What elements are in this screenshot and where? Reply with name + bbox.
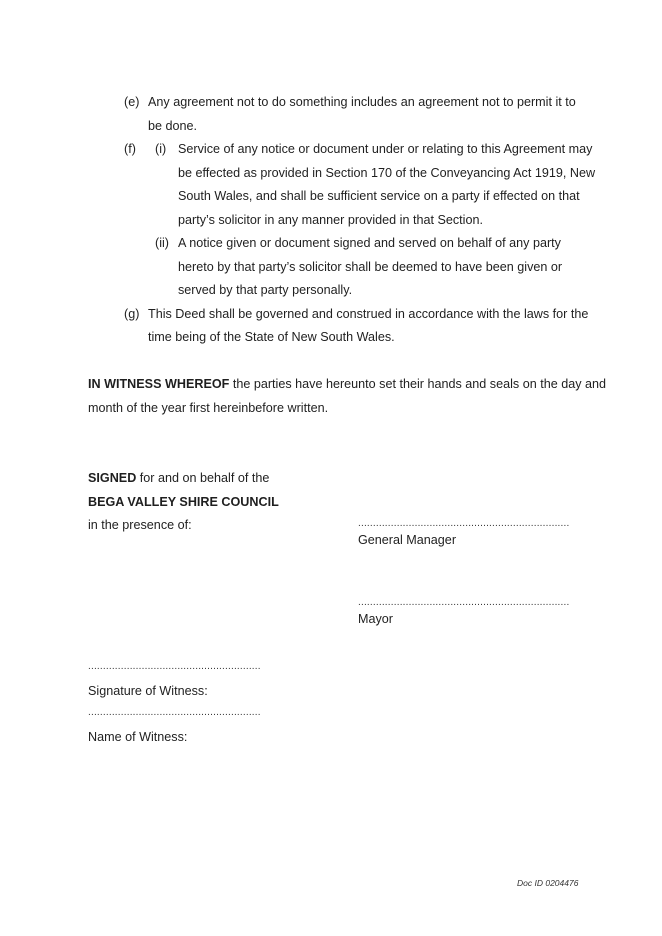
clause-f-ii-label: (ii) (155, 236, 169, 250)
clause-f-label: (f) (124, 142, 136, 156)
presence-text: in the presence of: (88, 518, 192, 532)
clause-g-line1: This Deed shall be governed and construed in accordance with the laws for the (148, 307, 589, 321)
general-manager-signature-line: ....................................................................... (358, 518, 570, 529)
witness-clause-rest: the parties have hereunto set their hands and seals on the day and (229, 377, 607, 391)
clause-f-ii-line3: served by that party personally. (178, 283, 353, 297)
name-of-witness-label: Name of Witness: (88, 730, 188, 744)
mayor-signature-line: ....................................................................... (358, 597, 570, 608)
signed-rest: for and on behalf of the (136, 471, 270, 485)
witness-clause-line1 (88, 376, 606, 392)
council-name: BEGA VALLEY SHIRE COUNCIL (88, 495, 279, 509)
clause-f-i-line4: party’s solicitor in any manner provided in that Section. (178, 213, 483, 227)
signed-line (88, 470, 269, 486)
signed-bold: SIGNED (88, 471, 137, 485)
witness-name-line: .......................................................... (88, 707, 261, 718)
signature-of-witness-label: Signature of Witness: (88, 684, 208, 698)
clause-g-label: (g) (124, 307, 140, 321)
clause-e-label: (e) (124, 95, 140, 109)
clause-g-line2: time being of the State of New South Wales. (148, 330, 395, 344)
clause-f-ii-line1: A notice given or document signed and served on behalf of any party (178, 236, 561, 250)
clause-f-i-line2: be effected as provided in Section 170 of the Conveyancing Act 1919, New (178, 166, 596, 180)
clause-f-ii-line2: hereto by that party’s solicitor shall be deemed to have been given or (178, 260, 563, 274)
witness-clause-bold: IN WITNESS WHEREOF (88, 377, 230, 391)
witness-clause-line2: month of the year first hereinbefore written. (88, 401, 329, 415)
clause-e-line1: Any agreement not to do something includes an agreement not to permit it to (148, 95, 576, 109)
mayor-label: Mayor (358, 612, 393, 626)
clause-f-i-line1: Service of any notice or document under or relating to this Agreement may (178, 142, 593, 156)
witness-signature-line: .......................................................... (88, 661, 261, 672)
general-manager-label: General Manager (358, 533, 457, 547)
clause-f-i-label: (i) (155, 142, 167, 156)
clause-f-i-line3: South Wales, and shall be sufficient service on a party if effected on that (178, 189, 580, 203)
doc-id: Doc ID 0204476 (517, 878, 579, 888)
clause-e-line2: be done. (148, 119, 198, 133)
